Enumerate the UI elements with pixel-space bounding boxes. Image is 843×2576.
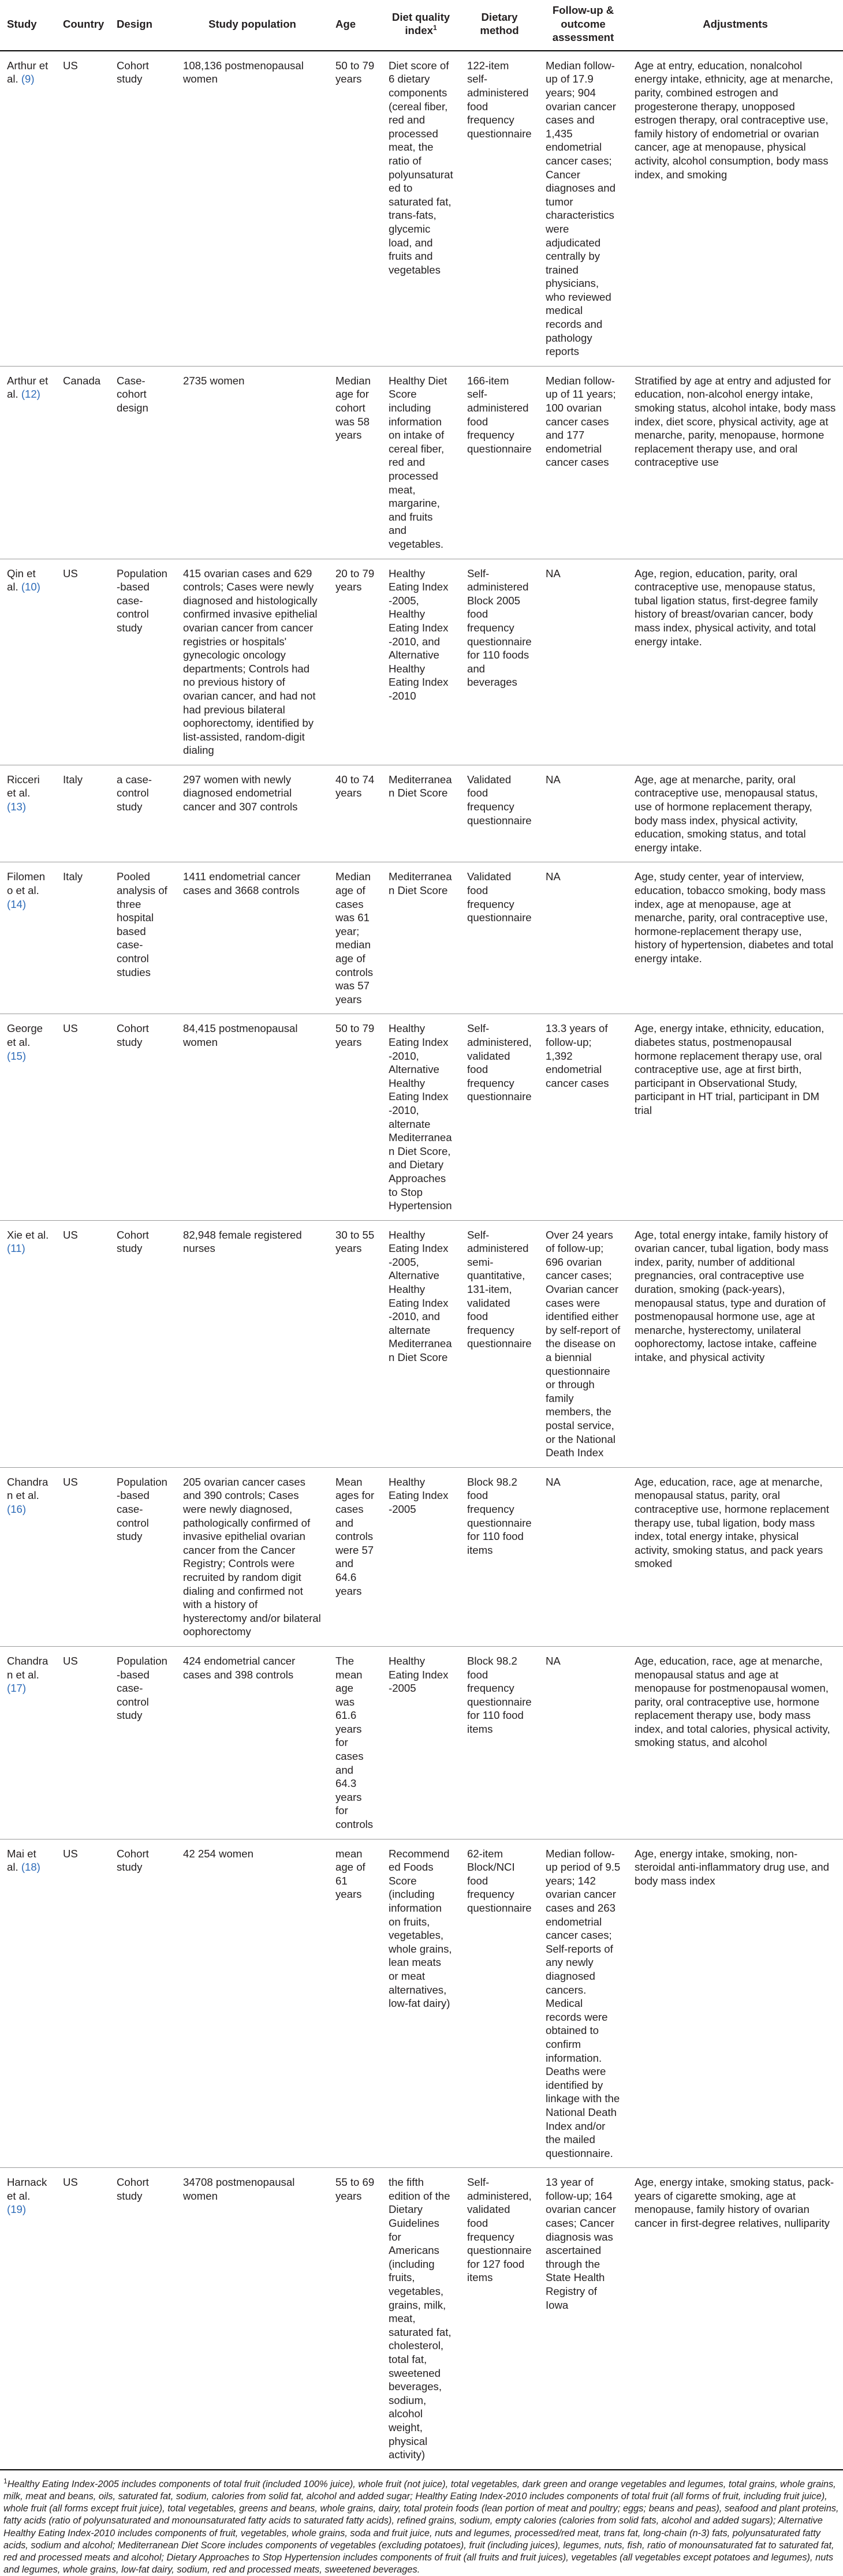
cell-dietary-method: Block 98.2 food frequency questionnaire for 110 food items [460, 1467, 539, 1646]
table-row [0, 2168, 843, 2470]
cell-adjustments: Age, age at menarche, parity, oral contraceptive use, menopausal status, use of hormone replacement therapy, body mass index, physical activity, education, smoking status, and total energy intake. [628, 765, 843, 862]
footnote-text: Healthy Eating Index-2005 includes components of total fruit (included 100% juice), whole fruit (not juice), total vegetables, dark green and orange vegetables and legumes, total grains, whole grains, milk, meat and beans, oils, saturated fat, sodium, calories from solid fat, alcohol and added sugar; Healthy Eating Index-2010 includes components of total fruit (all forms of fruit, including fruit juice), whole fruit (all forms except fruit juice), total vegetables, greens and beans, whole grains, dairy, total protein foods (lean portion of meat and poultry; eggs; beans and peas), seafood and plant proteins, fatty acids (ratio of polyunsaturated and monounsaturated fatty acids to saturated fatty acids), refined grains, sodium, empty calories (calories from solid fats, alcohol and added sugars); Alternative Healthy Eating Index-2010 includes components of fruit, vegetables, whole grains, soda and fruit juice, nuts and legumes, processed/red meat, trans fat, long-chain (n-3) fats, polyunsaturated fatty acids, sodium and alcohol; Mediterranean Diet Score includes components of vegetables (excluding potatoes), fruit (including juices), legumes, nuts, fish, ratio of monounsaturated fat to saturated fat, red and processed meats and alcohol; Dietary Approaches to Stop Hypertension includes components of fruit (all fruits and fruit juices), vegetables (all vegetables except potatoes and legumes), nuts and legumes, whole grains, low-fat dairy, sodium, red and processed meats, sweetened beverages. [3, 2478, 839, 2575]
table-body [0, 51, 843, 2470]
cell-design: Case-cohort design [110, 366, 176, 559]
table-row [0, 51, 843, 367]
cell-population: 424 endometrial cancer cases and 398 controls [176, 1646, 329, 1839]
cell-diet-index: Diet score of 6 dietary components (cereal fiber, red and processed meat, the ratio of polyunsaturated to saturated fat, trans-fats, glycemic load, and fruits and vegetables [382, 51, 460, 367]
cell-country: US [56, 1467, 110, 1646]
cell-population: 82,948 female registered nurses [176, 1220, 329, 1467]
cell-study [0, 1014, 56, 1220]
cell-design: a case-control study [110, 765, 176, 862]
cell-population: 297 women with newly diagnosed endometrial cancer and 307 controls [176, 765, 329, 862]
table-row [0, 1220, 843, 1467]
cell-country: Canada [56, 366, 110, 559]
cell-diet-index: Healthy Eating Index -2005, Alternative Healthy Eating Index -2010, and alternate Mediterranean Diet Score [382, 1220, 460, 1467]
cell-diet-index: Recommended Foods Score (including information on fruits, vegetables, whole grains, lean meats or meat alternatives, low-fat dairy) [382, 1839, 460, 2168]
study-author: Ricceri et al. [7, 773, 40, 799]
cell-country: US [56, 1014, 110, 1220]
cell-population: 42 254 women [176, 1839, 329, 2168]
cell-followup: NA [539, 765, 628, 862]
study-author: Qin et al. [7, 567, 36, 593]
cell-population: 415 ovarian cases and 629 controls; Cases were newly diagnosed and histologically confirmed invasive epithelial ovarian cancer from cancer registries or hospitals' gynecologic oncology departments; Controls had no previous history of ovarian cancer, and had not had previous bilateral oophorectomy, identified by list-assisted, random-digit dialing [176, 559, 329, 765]
cell-diet-index: Mediterranean Diet Score [382, 765, 460, 862]
cell-country: US [56, 51, 110, 367]
reference-link[interactable]: (19) [7, 2203, 27, 2216]
cell-population: 1411 endometrial cancer cases and 3668 controls [176, 862, 329, 1014]
header-age: Age [329, 0, 382, 51]
table-row [0, 862, 843, 1014]
cell-age: 50 to 79 years [329, 1014, 382, 1220]
cell-study [0, 765, 56, 862]
cell-study [0, 51, 56, 367]
header-diet-index [382, 0, 460, 51]
reference-link[interactable]: (11) [7, 1242, 25, 1255]
cell-followup: Over 24 years of follow-up; 696 ovarian cancer cases; Ovarian cancer cases were identified either by self-report of the disease on a biennial questionnaire or through family members, the postal service, or the National Death Index [539, 1220, 628, 1467]
study-author: Chandran et al. [7, 1475, 49, 1502]
header-population: Study population [176, 0, 329, 51]
table-row [0, 765, 843, 862]
cell-adjustments: Age, education, race, age at menarche, menopausal status and age at menopause for postmenopausal women, parity, oral contraceptive use, hormone replacement therapy use, body mass index, and total calories, physical activity, smoking status, and alcohol [628, 1646, 843, 1839]
cell-dietary-method: Self-administered, validated food frequency questionnaire for 127 food items [460, 2168, 539, 2470]
header-followup: Follow-up & outcome assessment [539, 0, 628, 51]
reference-link[interactable]: (15) [7, 1049, 27, 1062]
cell-design: Population-based case-control study [110, 1467, 176, 1646]
cell-age: 50 to 79 years [329, 51, 382, 367]
cell-study [0, 559, 56, 765]
study-author: Arthur et al. [7, 59, 49, 85]
cell-study [0, 1467, 56, 1646]
cell-followup: NA [539, 559, 628, 765]
cell-followup: NA [539, 1467, 628, 1646]
cell-study [0, 1646, 56, 1839]
cell-dietary-method: 166-item self-administered food frequency questionnaire [460, 366, 539, 559]
cell-adjustments: Age, energy intake, smoking status, pack-years of cigarette smoking, age at menopause, family history of ovarian cancer in first-degree relatives, nulliparity [628, 2168, 843, 2470]
cell-adjustments: Age, study center, year of interview, education, tobacco smoking, body mass index, age at menopause, age at menarche, parity, oral contraceptive use, hormone-replacement therapy use, history of hypertension, diabetes and total energy intake. [628, 862, 843, 1014]
cell-design: Cohort study [110, 1220, 176, 1467]
cell-age: Median age of cases was 61 year; median age of controls was 57 years [329, 862, 382, 1014]
cell-country: US [56, 2168, 110, 2470]
cell-diet-index: Healthy Eating Index -2005 [382, 1467, 460, 1646]
footnote-mark: 1 [3, 2477, 8, 2485]
cell-study [0, 2168, 56, 2470]
cell-dietary-method: Block 98.2 food frequency questionnaire for 110 food items [460, 1646, 539, 1839]
cell-age: 20 to 79 years [329, 559, 382, 765]
cell-population: 108,136 postmenopausal women [176, 51, 329, 367]
cell-age: 40 to 74 years [329, 765, 382, 862]
study-author: Arthur et al. [7, 374, 49, 401]
cell-study [0, 1839, 56, 2168]
cell-study [0, 862, 56, 1014]
cell-age: Mean ages for cases and controls were 57 and 64.6 years [329, 1467, 382, 1646]
table-row [0, 1467, 843, 1646]
cell-adjustments: Age, region, education, parity, oral contraceptive use, menopause status, tubal ligation status, first-degree family history of breast/ovarian cancer, body mass index, physical activity, and total energy intake. [628, 559, 843, 765]
cell-design: Population-based case-control study [110, 559, 176, 765]
cell-dietary-method: 122-item self-administered food frequency questionnaire [460, 51, 539, 367]
cell-country: Italy [56, 765, 110, 862]
cell-design: Pooled analysis of three hospital based case-control studies [110, 862, 176, 1014]
cell-age: 30 to 55 years [329, 1220, 382, 1467]
cell-age: The mean age was 61.6 years for cases and 64.3 years for controls [329, 1646, 382, 1839]
cell-population: 84,415 postmenopausal women [176, 1014, 329, 1220]
reference-link[interactable]: (9) [21, 73, 35, 85]
reference-link[interactable]: (14) [7, 898, 27, 910]
cell-design: Cohort study [110, 51, 176, 367]
cell-dietary-method: Validated food frequency questionnaire [460, 765, 539, 862]
cell-age: mean age of 61 years [329, 1839, 382, 2168]
cell-adjustments: Age, total energy intake, family history of ovarian cancer, tubal ligation, body mass index, parity, number of additional pregnancies, oral contraceptive use duration, smoking (pack-years), menopausal status, type and duration of postmenopausal hormone use, age at menarche, hysterectomy, unilateral oophorectomy, lactose intake, caffeine intake, and physical activity [628, 1220, 843, 1467]
cell-dietary-method: Self-administered semi-quantitative, 131-item, validated food frequency questionnaire [460, 1220, 539, 1467]
cell-dietary-method: Self-administered Block 2005 food frequency questionnaire for 110 foods and beverages [460, 559, 539, 765]
cell-diet-index: Healthy Eating Index -2010, Alternative Healthy Eating Index -2010, alternate Mediterranean Diet Score, and Dietary Approaches to Stop Hypertension [382, 1014, 460, 1220]
cell-population: 34708 postmenopausal women [176, 2168, 329, 2470]
cell-adjustments: Age at entry, education, nonalcohol energy intake, ethnicity, age at menarche, parity, combined estrogen and progesterone therapy, unopposed estrogen therapy, oral contraceptive use, family history of endometrial or ovarian cancer, age at menopause, physical activity, alcohol consumption, body mass index, and smoking [628, 51, 843, 367]
table-header [0, 0, 843, 51]
reference-link[interactable]: (13) [7, 801, 27, 813]
header-diet-index-footnote-mark: 1 [432, 24, 437, 32]
cell-diet-index: the fifth edition of the Dietary Guidelines for Americans (including fruits, vegetables, grains, milk, meat, saturated fat, cholesterol, total fat, sweetened beverages, sodium, alcohol weight, physical activity) [382, 2168, 460, 2470]
cell-followup: Median follow-up of 17.9 years; 904 ovarian cancer cases and 1,435 endometrial cancer cases; Cancer diagnoses and tumor characteristics were adjudicated centrally by trained physicians, who reviewed medical records and pathology reports [539, 51, 628, 367]
cell-age: 55 to 69 years [329, 2168, 382, 2470]
table-row [0, 559, 843, 765]
reference-link[interactable]: (17) [7, 1682, 27, 1695]
cell-population: 205 ovarian cancer cases and 390 controls; Cases were newly diagnosed, pathologically confirmed of invasive epithelial ovarian cancer from the Cancer Registry; Controls were recruited by random digit dialing and confirmed not with a history of hysterectomy and/or bilateral oophorectomy [176, 1467, 329, 1646]
cell-followup: Median follow-up of 11 years; 100 ovarian cancer cases and 177 endometrial cancer cases [539, 366, 628, 559]
cell-followup: Median follow-up period of 9.5 years; 142 ovarian cancer cases and 263 endometrial cancer cases; Self-reports of any newly diagnosed cancers. Medical records were obtained to confirm information. Deaths were identified by linkage with the National Death Index and/or the mailed questionnaire. [539, 1839, 628, 2168]
cell-country: US [56, 1839, 110, 2168]
reference-link[interactable]: (10) [21, 581, 40, 593]
cell-population: 2735 women [176, 366, 329, 559]
cell-country: Italy [56, 862, 110, 1014]
reference-link[interactable]: (12) [21, 388, 40, 401]
cell-adjustments: Age, energy intake, ethnicity, education, diabetes status, postmenopausal hormone replacement therapy use, oral contraceptive use, age at first birth, participant in Observational Study, participant in HT trial, participant in DM trial [628, 1014, 843, 1220]
header-design: Design [110, 0, 176, 51]
cell-dietary-method: Self-administered, validated food frequency questionnaire [460, 1014, 539, 1220]
cell-followup: NA [539, 1646, 628, 1839]
cell-country: US [56, 1646, 110, 1839]
cell-study [0, 1220, 56, 1467]
cell-followup: 13 year of follow-up; 164 ovarian cancer cases; Cancer diagnosis was ascertained through the State Health Registry of Iowa [539, 2168, 628, 2470]
table-row [0, 366, 843, 559]
cell-adjustments: Age, energy intake, smoking, non-steroidal anti-inflammatory drug use, and body mass index [628, 1839, 843, 2168]
cell-diet-index: Healthy Diet Score including information on intake of cereal fiber, red and processed meat, margarine, and fruits and vegetables. [382, 366, 460, 559]
study-author: George et al. [7, 1022, 43, 1048]
study-author: Mai et al. [7, 1847, 36, 1874]
cell-study [0, 366, 56, 559]
cell-dietary-method: Validated food frequency questionnaire [460, 862, 539, 1014]
reference-link[interactable]: (18) [21, 1861, 40, 1874]
cell-country: US [56, 1220, 110, 1467]
header-dietary-method: Dietary method [460, 0, 539, 51]
study-author: Xie et al. [7, 1228, 49, 1241]
header-diet-index-label: Diet quality index [391, 10, 450, 37]
header-country: Country [56, 0, 110, 51]
table-footnote [0, 2470, 843, 2576]
cell-dietary-method: 62-item Block/NCI food frequency questionnaire [460, 1839, 539, 2168]
cell-diet-index: Healthy Eating Index -2005 [382, 1646, 460, 1839]
table-row [0, 1646, 843, 1839]
cell-design: Cohort study [110, 1839, 176, 2168]
cell-followup: NA [539, 862, 628, 1014]
table-row [0, 1839, 843, 2168]
cell-adjustments: Age, education, race, age at menarche, menopausal status, parity, oral contraceptive use, hormone replacement therapy use, tubal ligation, body mass index, total energy intake, physical activity, smoking status, and pack years smoked [628, 1467, 843, 1646]
cell-design: Cohort study [110, 1014, 176, 1220]
cell-adjustments: Stratified by age at entry and adjusted for education, non-alcohol energy intake, smoking status, alcohol intake, body mass index, diet score, physical activity, age at menarche, parity, menopause, hormone replacement therapy use, and oral contraceptive use [628, 366, 843, 559]
cell-design: Population-based case-control study [110, 1646, 176, 1839]
study-author: Filomeno et al. [7, 870, 46, 897]
study-author: Chandran et al. [7, 1654, 49, 1681]
header-adjustments: Adjustments [628, 0, 843, 51]
table-row [0, 1014, 843, 1220]
cell-country: US [56, 559, 110, 765]
header-study: Study [0, 0, 56, 51]
cell-design: Cohort study [110, 2168, 176, 2470]
reference-link[interactable]: (16) [7, 1502, 27, 1515]
cell-followup: 13.3 years of follow-up; 1,392 endometrial cancer cases [539, 1014, 628, 1220]
cell-age: Median age for cohort was 58 years [329, 366, 382, 559]
cell-diet-index: Healthy Eating Index -2005, Healthy Eating Index -2010, and Alternative Healthy Eating Index -2010 [382, 559, 460, 765]
cell-diet-index: Mediterranean Diet Score [382, 862, 460, 1014]
study-author: Harnack et al. [7, 2176, 47, 2202]
